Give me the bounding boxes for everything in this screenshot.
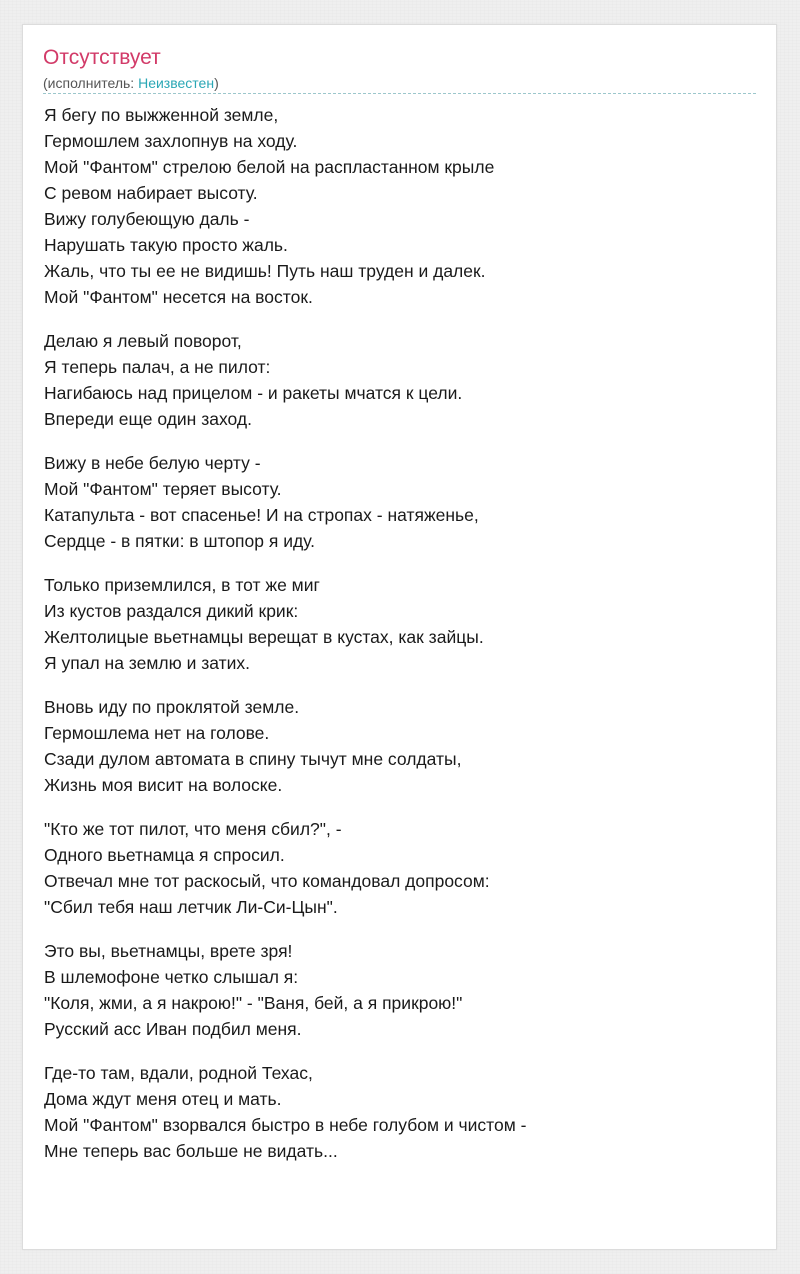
lyrics-line: Вижу голубеющую даль - xyxy=(44,209,250,229)
artist-suffix: ) xyxy=(214,75,219,91)
lyrics-stanza xyxy=(44,328,754,432)
lyrics-body xyxy=(44,102,754,1182)
lyrics-line: Гермошлем захлопнув на ходу. xyxy=(44,131,298,151)
lyrics-line: Из кустов раздался дикий крик: xyxy=(44,601,299,621)
lyrics-line: Мой "Фантом" стрелою белой на распластанном крыле xyxy=(44,157,495,177)
lyrics-line: С ревом набирает высоту. xyxy=(44,183,258,203)
lyrics-line: Желтолицые вьетнамцы верещат в кустах, как зайцы. xyxy=(44,627,484,647)
lyrics-line: Одного вьетнамца я спросил. xyxy=(44,845,285,865)
lyrics-line: Сердце - в пятки: в штопор я иду. xyxy=(44,531,316,551)
lyrics-stanza xyxy=(44,572,754,676)
lyrics-line: Мне теперь вас больше не видать... xyxy=(44,1141,338,1161)
lyrics-line: Я бегу по выжженной земле, xyxy=(44,105,279,125)
lyrics-stanza xyxy=(44,102,754,310)
lyrics-line: Впереди еще один заход. xyxy=(44,409,252,429)
lyrics-stanza xyxy=(44,1060,754,1164)
lyrics-card xyxy=(22,24,777,1250)
lyrics-line: Только приземлился, в тот же миг xyxy=(44,575,320,595)
lyrics-stanza xyxy=(44,938,754,1042)
lyrics-line: Отвечал мне тот раскосый, что командовал допросом: xyxy=(44,871,490,891)
lyrics-line: Я теперь палач, а не пилот: xyxy=(44,357,271,377)
lyrics-line: Я упал на землю и затих. xyxy=(44,653,250,673)
lyrics-line: Жаль, что ты ее не видишь! Путь наш труден и далек. xyxy=(44,261,486,281)
lyrics-stanza xyxy=(44,694,754,798)
lyrics-line: Дома ждут меня отец и мать. xyxy=(44,1089,282,1109)
lyrics-line: "Коля, жми, а я накрою!" - "Ваня, бей, а я прикрою!" xyxy=(44,993,463,1013)
artist-prefix: (исполнитель: xyxy=(43,75,139,91)
lyrics-line: Вижу в небе белую черту - xyxy=(44,453,261,473)
lyrics-line: Русский асс Иван подбил меня. xyxy=(44,1019,302,1039)
lyrics-line: "Сбил тебя наш летчик Ли-Си-Цын". xyxy=(44,897,338,917)
lyrics-line: В шлемофоне четко слышал я: xyxy=(44,967,299,987)
lyrics-line: Мой "Фантом" несется на восток. xyxy=(44,287,313,307)
artist-link[interactable]: Неизвестен xyxy=(138,75,215,91)
song-title: Отсутствует xyxy=(43,46,161,69)
lyrics-line: Гермошлема нет на голове. xyxy=(44,723,270,743)
lyrics-line: Сзади дулом автомата в спину тычут мне солдаты, xyxy=(44,749,462,769)
lyrics-line: Катапульта - вот спасенье! И на стропах - натяженье, xyxy=(44,505,479,525)
lyrics-stanza xyxy=(44,816,754,920)
lyrics-line: Где-то там, вдали, родной Техас, xyxy=(44,1063,313,1083)
lyrics-line: Нагибаюсь над прицелом - и ракеты мчатся к цели. xyxy=(44,383,463,403)
lyrics-line: Мой "Фантом" взорвался быстро в небе голубом и чистом - xyxy=(44,1115,527,1135)
lyrics-line: Мой "Фантом" теряет высоту. xyxy=(44,479,282,499)
lyrics-line: Это вы, вьетнамцы, врете зря! xyxy=(44,941,293,961)
lyrics-stanza xyxy=(44,450,754,554)
lyrics-line: Жизнь моя висит на волоске. xyxy=(44,775,283,795)
lyrics-line: Делаю я левый поворот, xyxy=(44,331,242,351)
lyrics-line: Вновь иду по проклятой земле. xyxy=(44,697,300,717)
lyrics-line: Нарушать такую просто жаль. xyxy=(44,235,288,255)
lyrics-line: "Кто же тот пилот, что меня сбил?", - xyxy=(44,819,342,839)
artist-line xyxy=(43,74,219,92)
dashed-divider xyxy=(43,93,756,94)
